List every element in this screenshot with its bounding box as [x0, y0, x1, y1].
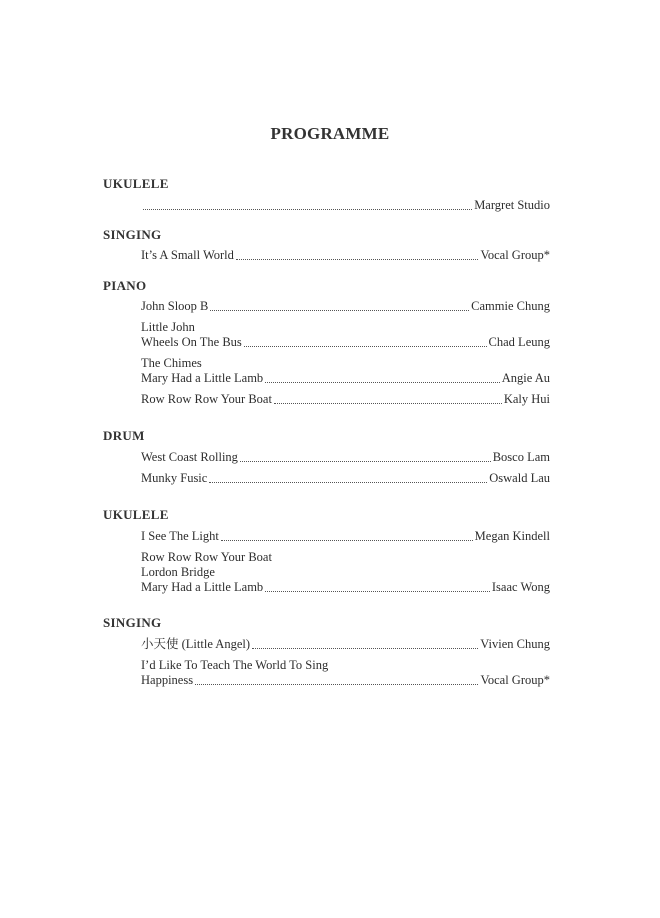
section-heading: SINGING [103, 615, 162, 630]
piece-title: It’s A Small World [141, 248, 234, 262]
piece-title: Wheels On The Bus [141, 335, 242, 349]
dot-leader [274, 402, 502, 404]
piece-title: I See The Light [141, 529, 219, 543]
piece-title-extra: The Chimes [141, 356, 202, 370]
performer-name: Margret Studio [474, 198, 550, 212]
item-extra-line [141, 550, 550, 565]
performer-name: Angie Au [501, 371, 550, 385]
programme-item [141, 450, 550, 465]
item-extra-line [141, 356, 550, 371]
programme-item [141, 356, 550, 386]
item-entry-line [141, 335, 550, 350]
programme-item [141, 198, 550, 213]
performer-name: Vocal Group* [480, 248, 550, 262]
piece-title-extra: Little John [141, 320, 195, 334]
piece-title: Munky Fusic [141, 471, 208, 485]
item-entry-line [141, 471, 550, 486]
item-entry-line [141, 198, 550, 213]
dot-leader [240, 460, 491, 462]
piece-title: Mary Had a Little Lamb [141, 580, 264, 594]
item-extra-line [141, 320, 550, 335]
section-heading: UKULELE [103, 176, 169, 191]
programme-item [141, 658, 550, 688]
performer-name: Megan Kindell [474, 529, 550, 543]
item-entry-line [141, 637, 550, 652]
piece-title: Mary Had a Little Lamb [141, 371, 264, 385]
item-entry-line [141, 580, 550, 595]
dot-leader [195, 683, 478, 685]
programme-item [141, 637, 550, 652]
piece-title: West Coast Rolling [141, 450, 238, 464]
programme-item [141, 299, 550, 314]
section-heading: UKULELE [103, 507, 169, 522]
item-entry-line [141, 529, 550, 544]
performer-name: Oswald Lau [489, 471, 550, 485]
item-extra-line [141, 565, 550, 580]
dot-leader [221, 539, 473, 541]
performer-name: Chad Leung [488, 335, 550, 349]
item-entry-line [141, 673, 550, 688]
performer-name: Bosco Lam [492, 450, 550, 464]
piece-title: John Sloop B [141, 299, 209, 313]
dot-leader [265, 590, 490, 592]
dot-leader [244, 345, 487, 347]
programme-item [141, 529, 550, 544]
performer-name: Vocal Group* [480, 673, 550, 687]
performer-name: Isaac Wong [491, 580, 550, 594]
programme-item [141, 320, 550, 350]
programme-item [141, 550, 550, 595]
dot-leader [252, 647, 478, 649]
piece-title: Row Row Row Your Boat [141, 392, 272, 406]
dot-leader [209, 481, 487, 483]
item-entry-line [141, 450, 550, 465]
dot-leader [236, 258, 479, 260]
performer-name: Cammie Chung [471, 299, 550, 313]
performer-name: Vivien Chung [480, 637, 550, 651]
page-title: PROGRAMME [270, 124, 390, 143]
section-heading: DRUM [103, 428, 145, 443]
programme-item [141, 471, 550, 486]
performer-name: Kaly Hui [503, 392, 550, 406]
item-entry-line [141, 299, 550, 314]
item-entry-line [141, 392, 550, 407]
section-singing-1 [103, 227, 553, 263]
section-heading: PIANO [103, 278, 147, 293]
section-drum [103, 428, 553, 486]
piece-title: Happiness [141, 673, 194, 687]
piece-title-extra: Lordon Bridge [141, 565, 215, 579]
piece-title: 小天使 (Little Angel) [141, 637, 251, 651]
dot-leader [143, 208, 472, 210]
section-piano [103, 278, 553, 407]
section-ukulele-2 [103, 507, 553, 595]
piece-title-extra: Row Row Row Your Boat [141, 550, 272, 564]
item-entry-line [141, 248, 550, 263]
section-heading: SINGING [103, 227, 162, 242]
section-singing-2 [103, 615, 553, 688]
item-extra-line [141, 658, 550, 673]
item-entry-line [141, 371, 550, 386]
programme-item [141, 392, 550, 407]
dot-leader [210, 309, 469, 311]
piece-title-extra: I’d Like To Teach The World To Sing [141, 658, 329, 672]
dot-leader [265, 381, 500, 383]
programme-item [141, 248, 550, 263]
section-ukulele-1 [103, 176, 553, 213]
